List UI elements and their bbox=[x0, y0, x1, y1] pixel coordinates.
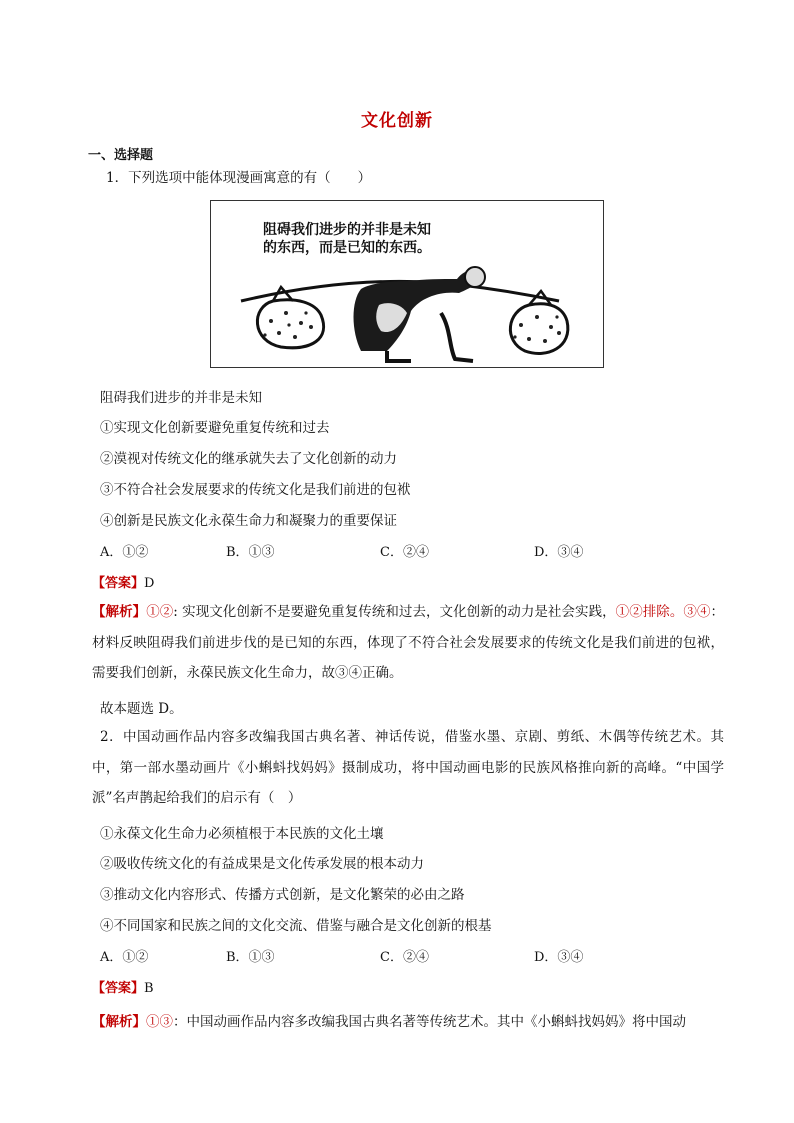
q1-option-d: D．③④ bbox=[534, 545, 584, 560]
q2-option-b: B．①③ bbox=[226, 950, 275, 965]
q2-option-c: C．②④ bbox=[380, 950, 429, 965]
cartoon-image bbox=[210, 200, 604, 368]
q2-options bbox=[100, 946, 720, 964]
q1-item-1: ①实现文化创新要避免重复传统和过去 bbox=[100, 420, 330, 436]
q2-analysis-red1: ①③ bbox=[146, 1014, 173, 1030]
q1-option-b: B．①③ bbox=[226, 545, 275, 560]
cartoon-caption-text: 阻碍我们进步的并非是未知 bbox=[100, 390, 262, 406]
q1-analysis-text2: ：材料反映阻碍我们前进步伐的是已知的东西，体现了不符合社会发展要求的传统文化是我们前进的包袱，需要我们创新，永葆民族文化生命力，故③④正确。 bbox=[92, 604, 724, 681]
q2-item-3: ③推动文化内容形式、传播方式创新，是文化繁荣的必由之路 bbox=[100, 887, 465, 903]
q2-answer-value: B bbox=[144, 981, 154, 996]
q1-analysis-text1: : 实现文化创新不是要避免重复传统和过去，文化创新的动力是社会实践， bbox=[173, 604, 616, 620]
q1-analysis-tag: 【解析】 bbox=[92, 604, 147, 620]
q1-option-c: C．②④ bbox=[380, 545, 429, 560]
q1-item-3: ③不符合社会发展要求的传统文化是我们前进的包袱 bbox=[100, 482, 411, 498]
q2-option-d: D．③④ bbox=[534, 950, 584, 965]
q1-analysis-red2: ①②排除。③④ bbox=[615, 604, 711, 620]
document-title: 文化创新 bbox=[361, 111, 433, 131]
cartoon-caption-line1: 阻碍我们进步的并非是未知 bbox=[263, 222, 431, 238]
q1-answer-value: D bbox=[144, 576, 155, 591]
q1-analysis-red1: ①② bbox=[146, 604, 174, 620]
q1-answer-tag: 【答案】 bbox=[92, 576, 145, 591]
q1-item-2: ②漠视对传统文化的继承就失去了文化创新的动力 bbox=[100, 451, 397, 467]
q1-answer bbox=[92, 572, 154, 591]
q2-analysis bbox=[92, 1010, 686, 1030]
q1-option-a: A．①② bbox=[100, 545, 149, 560]
q2-analysis-tag: 【解析】 bbox=[92, 1014, 146, 1030]
q1-conclusion: 故本题选 D。 bbox=[100, 701, 183, 717]
q2-item-1: ①永葆文化生命力必须植根于本民族的文化土壤 bbox=[100, 826, 384, 842]
q1-analysis bbox=[92, 597, 724, 689]
section-heading: 一、选择题 bbox=[88, 148, 154, 163]
q1-item-4: ④创新是民族文化永葆生命力和凝聚力的重要保证 bbox=[100, 513, 397, 529]
q1-options bbox=[100, 541, 720, 559]
q2-item-2: ②吸收传统文化的有益成果是文化传承发展的根本动力 bbox=[100, 856, 424, 872]
q2-analysis-text1: ：中国动画作品内容多改编我国古典名著等传统艺术。其中《小蝌蚪找妈妈》将中国动 bbox=[173, 1014, 686, 1030]
question-1-stem: 1．下列选项中能体现漫画寓意的有（ ） bbox=[106, 170, 372, 186]
q2-answer bbox=[92, 977, 154, 996]
cartoon-drawing bbox=[211, 201, 603, 367]
question-2-stem: 2．中国动画作品内容多改编我国古典名著、神话传说，借鉴水墨、京剧、剪纸、木偶等传统艺术。其中，第一部水墨动画片《小蝌蚪找妈妈》摄制成功，将中国动画电影的民族风格推向新的高峰。“中国学派”名声鹊起给我们的启示有（ ） bbox=[92, 729, 724, 806]
cartoon-caption-line2: 的东西，而是已知的东西。 bbox=[263, 240, 431, 256]
q2-answer-tag: 【答案】 bbox=[92, 981, 145, 996]
q2-option-a: A．①② bbox=[100, 950, 149, 965]
q2-item-4: ④不同国家和民族之间的文化交流、借鉴与融合是文化创新的根基 bbox=[100, 918, 492, 934]
